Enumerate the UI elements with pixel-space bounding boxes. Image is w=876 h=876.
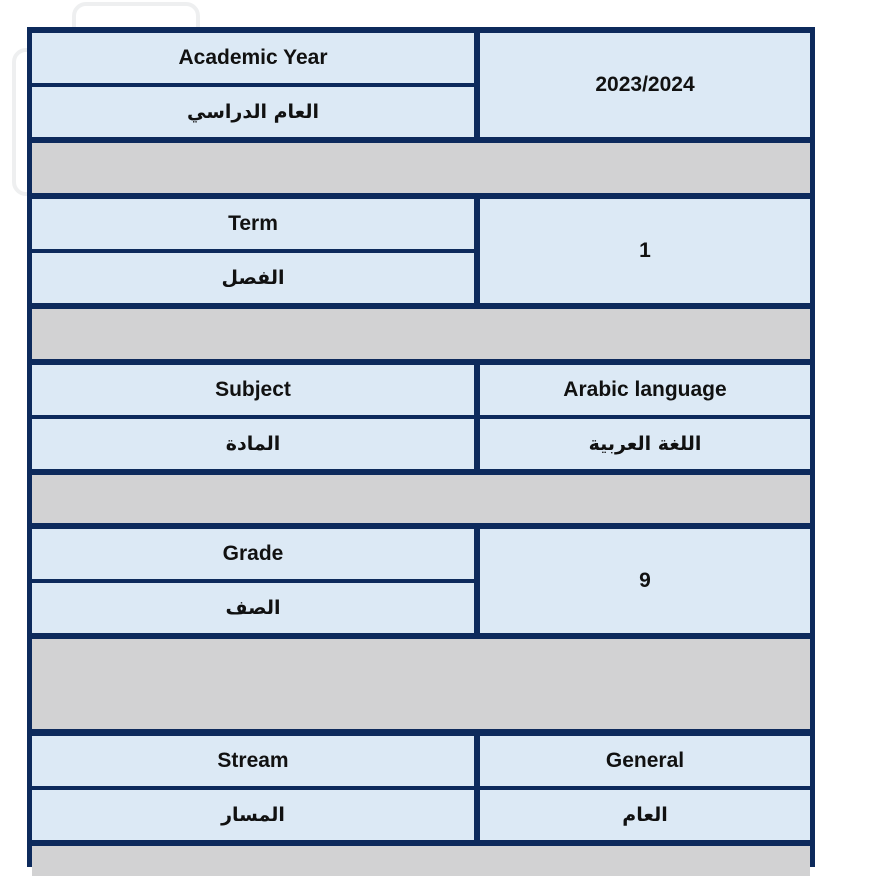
academic-year-label-en: Academic Year bbox=[32, 33, 474, 83]
grade-label-ar: الصف bbox=[32, 583, 474, 633]
term-value: 1 bbox=[480, 199, 810, 303]
stream-label-en: Stream bbox=[32, 736, 474, 786]
subject-value-ar: اللغة العربية bbox=[480, 419, 810, 469]
stream-label-ar: المسار bbox=[32, 790, 474, 840]
term-label-ar: الفصل bbox=[32, 253, 474, 303]
spacer-row bbox=[32, 846, 810, 876]
spacer-row bbox=[32, 639, 810, 729]
subject-value-en: Arabic language bbox=[480, 365, 810, 415]
grade-label-en: Grade bbox=[32, 529, 474, 579]
spacer-row bbox=[32, 309, 810, 359]
stream-value-en: General bbox=[480, 736, 810, 786]
academic-year-value: 2023/2024 bbox=[480, 33, 810, 137]
grade-value: 9 bbox=[480, 529, 810, 633]
academic-year-label-ar: العام الدراسي bbox=[32, 87, 474, 137]
term-label-en: Term bbox=[32, 199, 474, 249]
subject-label-en: Subject bbox=[32, 365, 474, 415]
stream-value-ar: العام bbox=[480, 790, 810, 840]
spacer-row bbox=[32, 143, 810, 193]
course-info-table bbox=[27, 27, 815, 867]
subject-label-ar: المادة bbox=[32, 419, 474, 469]
spacer-row bbox=[32, 475, 810, 523]
